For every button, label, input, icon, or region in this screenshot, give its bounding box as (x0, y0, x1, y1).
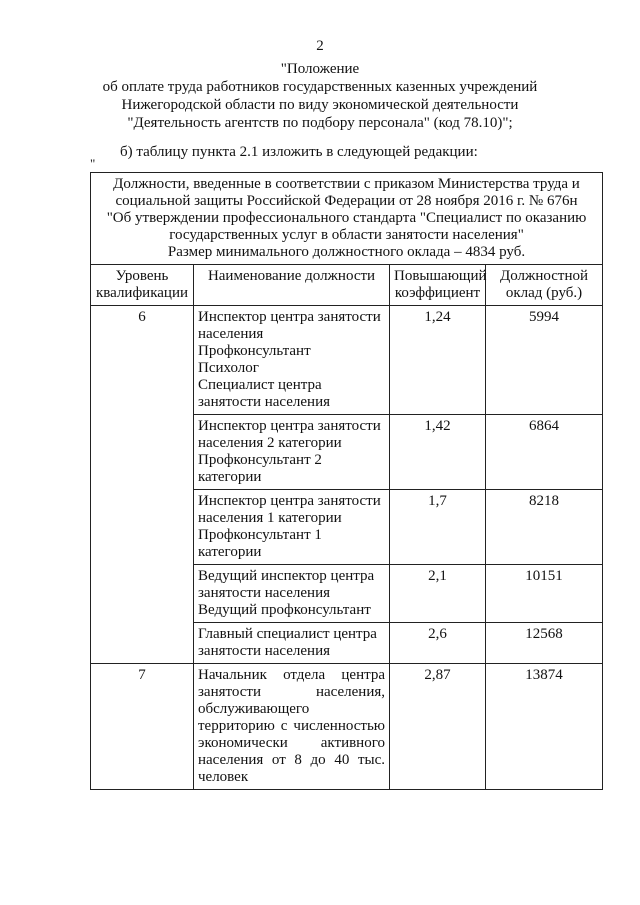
position-name: Специалист центра занятости населения (198, 377, 331, 410)
salary-cell: 13874 (486, 664, 603, 790)
amendment-text: б) таблицу пункта 2.1 изложить в следующей редакции: (120, 144, 478, 160)
position-cell (194, 565, 390, 623)
column-header-level: Уровень квалификации (91, 265, 194, 306)
coefficient-cell: 2,1 (390, 565, 486, 623)
table-caption (91, 173, 603, 265)
heading-line: "Положение (280, 61, 360, 77)
coefficient-cell: 2,87 (390, 664, 486, 790)
position-name: Психолог (198, 360, 259, 376)
caption-line: "Об утверждении профессионального стандарта "Специалист по оказанию (106, 210, 587, 226)
position-name: Ведущий инспектор центра занятости населения (198, 568, 375, 601)
column-header-salary: Должностной оклад (руб.) (486, 265, 603, 306)
position-name: Профконсультант 1 категории (198, 527, 322, 560)
heading-line: "Деятельность агентств по подбору персонала" (код 78.10)"; (127, 115, 513, 131)
position-cell (194, 306, 390, 415)
qualification-level-7: 7 (91, 664, 194, 790)
table-row (91, 306, 603, 415)
position-cell (194, 623, 390, 664)
table-caption-row (91, 173, 603, 265)
position-name: Главный специалист центра занятости населения (198, 626, 377, 659)
table-header-row (91, 265, 603, 306)
position-name: Профконсультант (198, 343, 311, 359)
column-header-coefficient: Повышающий коэффициент (390, 265, 486, 306)
document-heading (70, 60, 570, 132)
salary-cell: 5994 (486, 306, 603, 415)
salary-cell: 8218 (486, 490, 603, 565)
position-name: Инспектор центра занятости населения 2 категории (198, 418, 381, 451)
position-name: Инспектор центра занятости населения (198, 309, 381, 342)
salary-cell: 12568 (486, 623, 603, 664)
position-cell (194, 490, 390, 565)
position-cell: Начальник отдела центра занятости населения, обслуживающего территорию с численностью экономически активного населения от 8 до 40 тыс. человек (194, 664, 390, 790)
table-row (91, 664, 603, 790)
caption-line: Должности, введенные в соответствии с приказом Министерства труда и (113, 176, 580, 192)
page-number: 2 (316, 38, 324, 54)
position-name: Ведущий профконсультант (198, 602, 371, 618)
salary-cell: 10151 (486, 565, 603, 623)
coefficient-cell: 1,42 (390, 415, 486, 490)
caption-line: Размер минимального должностного оклада – 4834 руб. (167, 244, 526, 260)
coefficient-cell: 1,7 (390, 490, 486, 565)
column-header-position: Наименование должности (194, 265, 390, 306)
heading-line: Нижегородской области по виду экономической деятельности (121, 97, 519, 113)
coefficient-cell: 2,6 (390, 623, 486, 664)
qualification-level-6: 6 (91, 306, 194, 664)
salary-table (90, 172, 603, 790)
position-name: Инспектор центра занятости населения 1 категории (198, 493, 381, 526)
position-name: Профконсультант 2 категории (198, 452, 322, 485)
salary-cell: 6864 (486, 415, 603, 490)
position-cell (194, 415, 390, 490)
caption-line: государственных услуг в области занятости населения" (169, 227, 524, 243)
heading-line: об оплате труда работников государственных казенных учреждений (102, 79, 538, 95)
open-quote-mark: " (90, 156, 96, 171)
coefficient-cell: 1,24 (390, 306, 486, 415)
caption-line: социальной защиты Российской Федерации от 28 ноября 2016 г. № 676н (115, 193, 578, 209)
